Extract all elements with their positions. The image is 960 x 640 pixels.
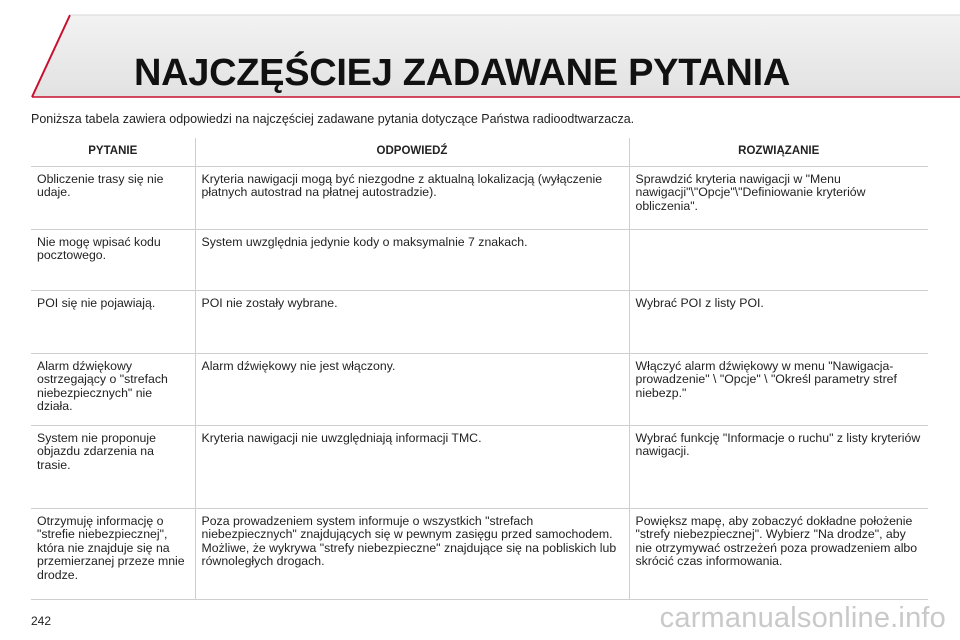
- table-row: [31, 354, 928, 426]
- solution-cell: Powiększ mapę, aby zobaczyć dokładne położenie "strefy niebezpiecznej". Wybierz "Na drodze", aby nie otrzymywać ostrzeżeń poza prowadzeniem albo skrócić czas informowania.: [629, 509, 928, 600]
- solution-cell: Włączyć alarm dźwiękowy w menu "Nawigacja-prowadzenie" \ "Opcje" \ "Określ parametry stref niebezp.": [629, 354, 928, 426]
- solution-cell: Wybrać funkcję "Informacje o ruchu" z listy kryteriów nawigacji.: [629, 426, 928, 509]
- page-number: 242: [31, 614, 52, 628]
- answer-cell: System uwzględnia jedynie kody o maksymalnie 7 znakach.: [195, 230, 629, 291]
- intro-text: Poniższa tabela zawiera odpowiedzi na najczęściej zadawane pytania dotyczące Państwa radioodtwarzacza.: [31, 112, 635, 126]
- answer-cell: Poza prowadzeniem system informuje o wszystkich "strefach niebezpiecznych" znajdujących się w pewnym zasięgu przed samochodem. Możliwe, że wykrywa "strefy niebezpieczne" znajdujące się na pobliskich lub równoległych drogach.: [195, 509, 629, 600]
- table-row: [31, 426, 928, 509]
- page-title: NAJCZĘŚCIEJ ZADAWANE PYTANIA: [134, 52, 790, 94]
- question-cell: Nie mogę wpisać kodu pocztowego.: [31, 230, 195, 291]
- answer-cell: Kryteria nawigacji nie uwzględniają informacji TMC.: [195, 426, 629, 509]
- question-cell: Otrzymuję informację o "strefie niebezpiecznej", która nie znajduje się na przemierzanej przeze mnie drodze.: [31, 509, 195, 600]
- table-header-row: [31, 138, 928, 167]
- answer-cell: Kryteria nawigacji mogą być niezgodne z aktualną lokalizacją (wyłączenie płatnych autostrad na płatnej autostradzie).: [195, 167, 629, 230]
- question-cell: Obliczenie trasy się nie udaje.: [31, 167, 195, 230]
- faq-table: [31, 138, 928, 600]
- table-row: [31, 509, 928, 600]
- table-row: [31, 291, 928, 354]
- header-solution: ROZWIĄZANIE: [629, 138, 928, 167]
- question-cell: Alarm dźwiękowy ostrzegający o "strefach niebezpiecznych" nie działa.: [31, 354, 195, 426]
- table-row: [31, 230, 928, 291]
- solution-cell: Wybrać POI z listy POI.: [629, 291, 928, 354]
- table-row: [31, 167, 928, 230]
- question-cell: System nie proponuje objazdu zdarzenia na trasie.: [31, 426, 195, 509]
- header-answer: ODPOWIEDŹ: [195, 138, 629, 167]
- answer-cell: Alarm dźwiękowy nie jest włączony.: [195, 354, 629, 426]
- question-cell: POI się nie pojawiają.: [31, 291, 195, 354]
- header-question: PYTANIE: [31, 138, 195, 167]
- watermark: carmanualsonline.info: [659, 602, 946, 634]
- answer-cell: POI nie zostały wybrane.: [195, 291, 629, 354]
- solution-cell: Sprawdzić kryteria nawigacji w "Menu nawigacji"\"Opcje"\"Definiowanie kryteriów obliczenia".: [629, 167, 928, 230]
- solution-cell: [629, 230, 928, 291]
